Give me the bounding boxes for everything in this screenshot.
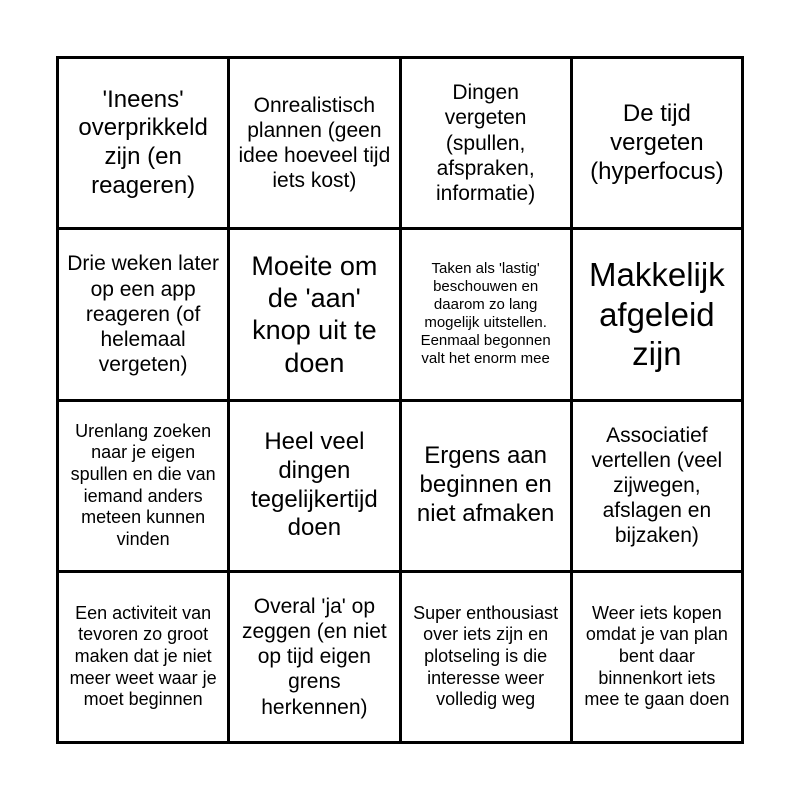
bingo-cell-text: Heel veel dingen tegelijkertijd doen (251, 428, 378, 542)
bingo-cell[interactable] (402, 59, 570, 227)
bingo-cell-text: Urenlang zoeken naar je eigen spullen en die van iemand anders meteen kunnen vinden (70, 420, 216, 549)
bingo-cell[interactable] (59, 573, 227, 741)
bingo-cell-text: Ergens aan beginnen en niet afmaken (416, 442, 555, 528)
bingo-cell-text: Taken als 'lastig' beschouwen en daarom zo lang mogelijk uitstellen. Eenmaal begonnen valt het enorm mee (420, 260, 551, 368)
bingo-cell-text: 'Ineens' overprikkeld zijn (en reageren) (78, 85, 208, 199)
bingo-cell-text: Makkelijk afgeleid zijn (589, 255, 725, 373)
bingo-cell-text: Onrealistisch plannen (geen idee hoeveel tijd iets kost) (238, 93, 391, 193)
bingo-board (56, 56, 744, 744)
bingo-cell-text: Overal 'ja' op zeggen (en niet op tijd eigen grens herkennen) (241, 594, 387, 719)
bingo-cell-text: Moeite om de 'aan' knop uit te doen (251, 250, 378, 378)
bingo-cell-text: Dingen vergeten (spullen, afspraken, informatie) (436, 81, 536, 205)
bingo-cell[interactable] (59, 402, 227, 570)
bingo-cell[interactable] (230, 573, 398, 741)
bingo-cell[interactable] (230, 59, 398, 227)
bingo-cell[interactable] (402, 402, 570, 570)
bingo-cell[interactable] (573, 59, 741, 227)
bingo-cell-text: Associatief vertellen (veel zijwegen, afslagen en bijzaken) (591, 423, 723, 548)
bingo-cell-text: Weer iets kopen omdat je van plan bent daar binnenkort iets mee te gaan doen (584, 602, 730, 710)
bingo-cell[interactable] (573, 230, 741, 398)
bingo-cell[interactable] (59, 230, 227, 398)
bingo-cell-text: Een activiteit van tevoren zo groot maken dat je niet meer weet waar je moet beginnen (69, 602, 217, 710)
bingo-cell[interactable] (230, 402, 398, 570)
bingo-cell[interactable] (573, 573, 741, 741)
bingo-cell[interactable] (402, 573, 570, 741)
bingo-cell[interactable] (573, 402, 741, 570)
bingo-cell-text: Super enthousiast over iets zijn en plotseling is die interesse weer volledig weg (413, 602, 559, 710)
bingo-cell-text: Drie weken later op een app reageren (of helemaal vergeten) (67, 252, 219, 377)
bingo-cell-text: De tijd vergeten (hyperfocus) (590, 99, 724, 185)
bingo-cell[interactable] (59, 59, 227, 227)
bingo-cell[interactable] (402, 230, 570, 398)
bingo-cell[interactable] (230, 230, 398, 398)
